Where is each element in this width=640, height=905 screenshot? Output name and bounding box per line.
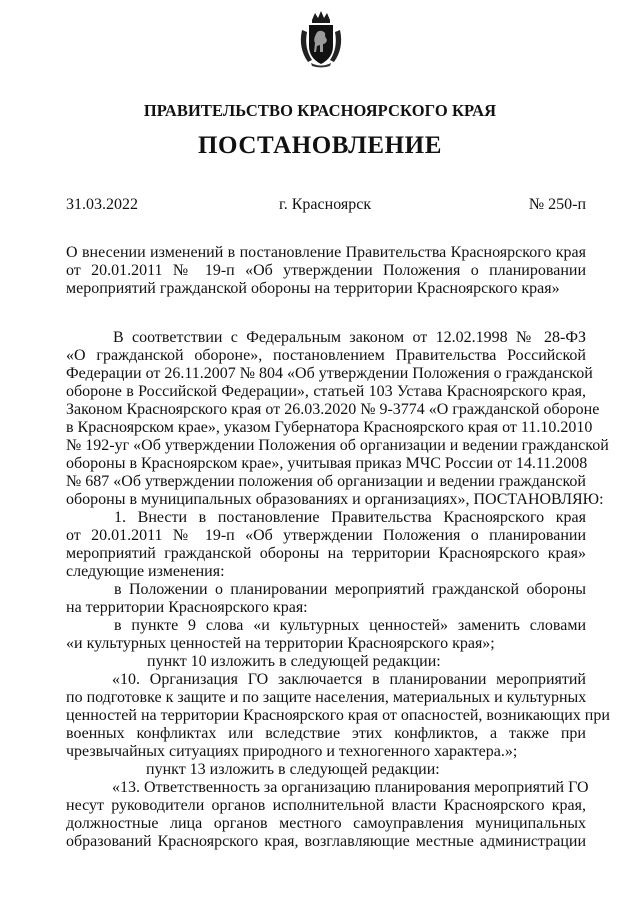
document-type-title: ПОСТАНОВЛЕНИЕ <box>197 132 443 159</box>
body-line: в пункте 9 слова «и культурных ценностей» заменить словами <box>114 617 586 634</box>
body-line: № 687 «Об утверждении положения об организации и ведении гражданской <box>66 473 586 490</box>
coat-of-arms-icon <box>296 10 346 68</box>
body-line: В соответствии с Федеральным законом от 12.02.1998 № 28-ФЗ <box>113 329 586 346</box>
government-title: ПРАВИТЕЛЬСТВО КРАСНОЯРСКОГО КРАЯ <box>143 101 497 120</box>
body-line: пункт 13 изложить в следующей редакции: <box>146 761 440 778</box>
body-line: пункт 10 изложить в следующей редакции: <box>147 653 441 670</box>
subject-line: мероприятий гражданской обороны на территории Красноярского края» <box>66 280 560 297</box>
body-line: чрезвычайных ситуациях природного и техногенного характера.»; <box>66 743 518 760</box>
body-line: обороне в Российской Федерации», статьей 103 Устава Красноярского края, <box>66 383 586 400</box>
body-line: военных конфликтах или вследствие этих конфликтов, а также при <box>66 725 586 742</box>
body-line: несут руководители органов исполнительной власти Красноярского края, <box>66 797 586 814</box>
body-line: «13. Ответственность за организацию планирования мероприятий ГО <box>112 779 589 796</box>
document-city: г. Красноярск <box>279 196 372 213</box>
body-line: должностные лица органов местного самоуправления муниципальных <box>66 815 586 832</box>
subject-line: О внесении изменений в постановление Правительства Красноярского края <box>66 244 586 261</box>
body-line: по подготовке к защите и по защите населения, материальных и культурных <box>66 689 587 706</box>
body-line: «О гражданской обороне», постановлением Правительства Российской <box>66 347 586 364</box>
body-line: на территории Красноярского края: <box>66 599 308 616</box>
document-subject <box>66 244 586 298</box>
document-body <box>66 329 610 851</box>
body-line: обороны в муниципальных образованиях и организациях», ПОСТАНОВЛЯЮ: <box>66 491 604 508</box>
body-line: № 192-уг «Об утверждении Положения об организации и ведении гражданской <box>66 437 609 454</box>
body-line: «и культурных ценностей на территории Красноярского края»; <box>66 635 495 652</box>
document-number: № 250-п <box>528 196 586 213</box>
body-line: ценностей на территории Красноярского края от опасностей, возникающих при <box>66 707 610 724</box>
document-meta-row <box>66 196 586 216</box>
body-line: обороны в Красноярском крае», учитывая приказ МЧС России от 14.11.2008 <box>66 455 588 472</box>
body-line: Законом Красноярского края от 26.03.2020 № 9-3774 «О гражданской обороне <box>66 401 600 418</box>
body-line: «10. Организация ГО заключается в планировании мероприятий <box>112 671 586 688</box>
body-line: от 20.01.2011 № 19-п «Об утверждении Положения о планировании <box>66 527 586 544</box>
subject-line: от 20.01.2011 № 19-п «Об утверждении Положения о планировании <box>66 262 586 279</box>
body-line: в Красноярском крае», указом Губернатора Красноярского края от 11.10.2010 <box>66 419 593 436</box>
document-date: 31.03.2022 <box>66 196 138 213</box>
body-line: в Положении о планировании мероприятий гражданской обороны <box>114 581 586 598</box>
body-line: следующие изменения: <box>66 563 225 580</box>
body-line: мероприятий гражданской обороны на территории Красноярского края» <box>66 545 586 562</box>
body-line: образований Красноярского края, возглавляющие местные администрации <box>66 833 586 850</box>
body-line: Федерации от 26.11.2007 № 804 «Об утверждении Положения о гражданской <box>66 365 593 382</box>
body-line: 1. Внести в постановление Правительства Красноярского края <box>114 509 586 526</box>
